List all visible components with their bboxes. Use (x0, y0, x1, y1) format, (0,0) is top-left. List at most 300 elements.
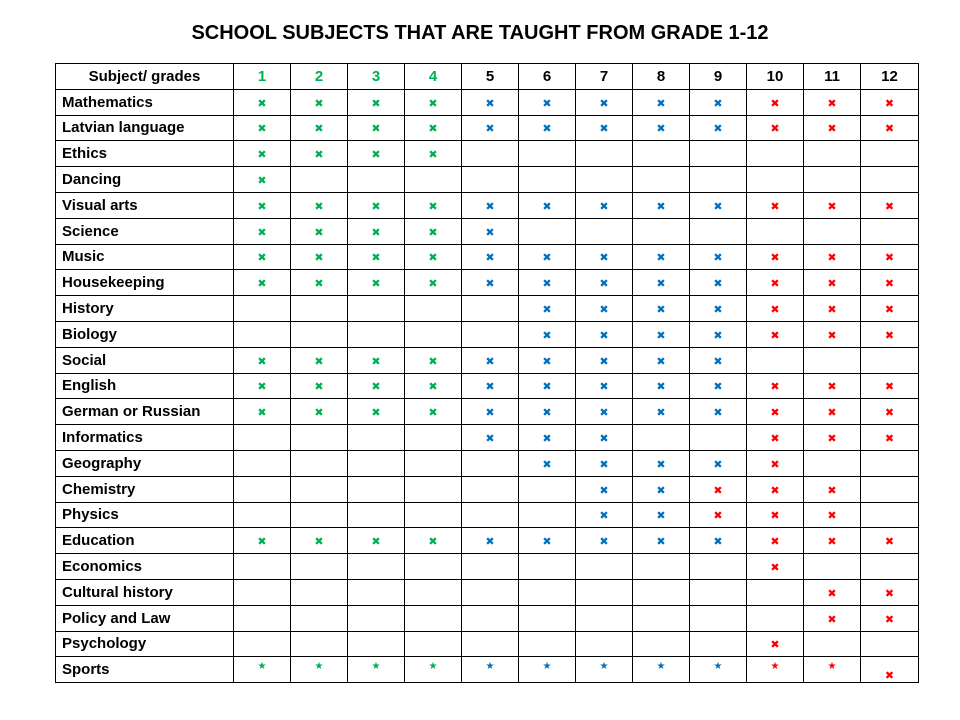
grade-cell (747, 425, 804, 451)
star-icon: ★ (713, 661, 723, 673)
cross-mark-icon: ✖ (314, 251, 324, 265)
grade-cell (861, 167, 919, 193)
grade-cell (462, 192, 519, 218)
cross-mark-icon: ✖ (884, 612, 895, 626)
cross-mark-icon: ✖ (713, 535, 723, 549)
grade-cell (291, 89, 348, 115)
cross-mark-icon: ✖ (656, 122, 666, 136)
cross-mark-icon: ✖ (827, 432, 837, 446)
cross-mark-icon: ✖ (884, 251, 895, 265)
cross-mark-icon: ✖ (656, 328, 666, 342)
grade-cell (633, 270, 690, 296)
cross-mark-icon: ✖ (884, 328, 895, 342)
grade-cell (405, 218, 462, 244)
grade-cell (747, 373, 804, 399)
grade-cell (690, 141, 747, 167)
grade-cell (405, 476, 462, 502)
grade-cell (690, 528, 747, 554)
grade-cell (633, 476, 690, 502)
grade-cell (861, 89, 919, 115)
grade-cell (690, 605, 747, 631)
grade-cell (861, 450, 919, 476)
cross-mark-icon: ✖ (884, 586, 895, 600)
grade-cell (462, 347, 519, 373)
grade-cell (576, 218, 633, 244)
grade-cell (576, 244, 633, 270)
grade-cell (804, 296, 861, 322)
grade-cell (633, 115, 690, 141)
grade-cell (462, 579, 519, 605)
grade-cell (234, 476, 291, 502)
grade-cell (405, 605, 462, 631)
grade-cell (234, 89, 291, 115)
cross-mark-icon: ✖ (770, 199, 780, 213)
grade-cell (747, 141, 804, 167)
grade-cell (690, 631, 747, 657)
star-icon: ★ (485, 661, 495, 673)
grade-cell (291, 605, 348, 631)
grade-cell (576, 605, 633, 631)
grade-cell (519, 657, 576, 683)
grade-cell (861, 631, 919, 657)
grade-cell (291, 296, 348, 322)
cross-mark-icon: ✖ (713, 199, 723, 213)
grade-cell (804, 476, 861, 502)
grade-cell (348, 502, 405, 528)
grade-cell (861, 347, 919, 373)
cross-mark-icon: ✖ (827, 303, 837, 317)
cross-mark-icon: ✖ (770, 535, 780, 549)
cross-mark-icon: ✖ (257, 148, 267, 162)
subject-name: Music (56, 244, 234, 270)
cross-mark-icon: ✖ (599, 251, 609, 265)
grade-cell (291, 115, 348, 141)
grade-cell (234, 167, 291, 193)
grade-cell (462, 244, 519, 270)
grade-cell (804, 502, 861, 528)
grade-cell (405, 89, 462, 115)
grade-cell (804, 270, 861, 296)
grade-cell (576, 450, 633, 476)
grade-cell (519, 218, 576, 244)
grade-cell (804, 425, 861, 451)
cross-mark-icon: ✖ (428, 96, 438, 110)
grade-cell (747, 502, 804, 528)
grade-cell (462, 296, 519, 322)
cross-mark-icon: ✖ (827, 586, 837, 600)
cross-mark-icon: ✖ (542, 303, 552, 317)
grade-cell (405, 450, 462, 476)
grade-cell (348, 373, 405, 399)
grade-cell (576, 528, 633, 554)
cross-mark-icon: ✖ (770, 406, 780, 420)
grade-cell (348, 450, 405, 476)
cross-mark-icon: ✖ (770, 483, 780, 497)
grade-cell (576, 657, 633, 683)
subject-name: Science (56, 218, 234, 244)
cross-mark-icon: ✖ (884, 432, 895, 446)
grade-cell (861, 115, 919, 141)
cross-mark-icon: ✖ (827, 406, 837, 420)
subject-name: Informatics (56, 425, 234, 451)
grade-cell (291, 450, 348, 476)
grade-cell (405, 347, 462, 373)
cross-mark-icon: ✖ (485, 122, 495, 136)
cross-mark-icon: ✖ (314, 225, 324, 239)
cross-mark-icon: ✖ (485, 354, 495, 368)
grade-cell (633, 192, 690, 218)
subject-name: Visual arts (56, 192, 234, 218)
cross-mark-icon: ✖ (599, 509, 609, 523)
grade-header: 11 (804, 64, 861, 90)
table-row (56, 476, 919, 502)
grade-cell (348, 89, 405, 115)
cross-mark-icon: ✖ (827, 122, 837, 136)
cross-mark-icon: ✖ (599, 380, 609, 394)
cross-mark-icon: ✖ (599, 277, 609, 291)
grade-cell (348, 270, 405, 296)
grade-cell (519, 115, 576, 141)
cross-mark-icon: ✖ (827, 483, 837, 497)
grade-cell (519, 244, 576, 270)
grade-cell (234, 270, 291, 296)
grade-cell (291, 425, 348, 451)
cross-mark-icon: ✖ (542, 199, 552, 213)
grade-cell (576, 321, 633, 347)
table-row (56, 347, 919, 373)
cross-mark-icon: ✖ (257, 277, 267, 291)
cross-mark-icon: ✖ (542, 277, 552, 291)
grade-cell (234, 631, 291, 657)
grade-cell (690, 296, 747, 322)
cross-mark-icon: ✖ (371, 535, 381, 549)
grade-cell (291, 554, 348, 580)
cross-mark-icon: ✖ (827, 328, 837, 342)
cross-mark-icon: ✖ (884, 199, 895, 213)
cross-mark-icon: ✖ (542, 251, 552, 265)
grade-cell (519, 528, 576, 554)
grade-cell (747, 218, 804, 244)
cross-mark-icon: ✖ (884, 380, 895, 394)
grade-cell (462, 476, 519, 502)
grade-cell (576, 296, 633, 322)
grade-cell (519, 192, 576, 218)
grade-cell (519, 167, 576, 193)
cross-mark-icon: ✖ (884, 406, 895, 420)
grade-cell (633, 425, 690, 451)
cross-mark-icon: ✖ (713, 457, 723, 471)
cross-mark-icon: ✖ (599, 328, 609, 342)
grade-cell (576, 347, 633, 373)
cross-mark-icon: ✖ (713, 483, 723, 497)
grade-header: 5 (462, 64, 519, 90)
grade-cell (519, 502, 576, 528)
table-row (56, 657, 919, 683)
cross-mark-icon: ✖ (314, 380, 324, 394)
grade-cell (405, 399, 462, 425)
grade-cell (861, 605, 919, 631)
grade-cell (690, 167, 747, 193)
grade-cell (747, 631, 804, 657)
subject-name: Physics (56, 502, 234, 528)
subject-name: Mathematics (56, 89, 234, 115)
subject-name: Cultural history (56, 579, 234, 605)
grade-cell (861, 476, 919, 502)
cross-mark-icon: ✖ (770, 96, 780, 110)
grade-cell (633, 450, 690, 476)
cross-mark-icon: ✖ (257, 199, 267, 213)
grade-cell (462, 218, 519, 244)
grade-cell (234, 425, 291, 451)
grade-cell (747, 115, 804, 141)
star-icon: ★ (314, 661, 324, 673)
grade-cell (576, 373, 633, 399)
grade-cell (462, 89, 519, 115)
grade-cell (234, 579, 291, 605)
grade-header: 12 (861, 64, 919, 90)
cross-mark-icon: ✖ (314, 148, 324, 162)
cross-mark-icon: ✖ (599, 457, 609, 471)
subject-name: Sports (56, 657, 234, 683)
grade-cell (804, 528, 861, 554)
grade-cell (861, 554, 919, 580)
grade-cell (633, 528, 690, 554)
grade-cell (804, 579, 861, 605)
grade-cell (405, 373, 462, 399)
grade-cell (804, 373, 861, 399)
grade-cell (690, 373, 747, 399)
grade-cell (633, 657, 690, 683)
cross-mark-icon: ✖ (827, 509, 837, 523)
grade-cell (576, 167, 633, 193)
cross-mark-icon: ✖ (884, 669, 895, 683)
grade-cell (690, 425, 747, 451)
cross-mark-icon: ✖ (656, 509, 666, 523)
grade-cell (804, 321, 861, 347)
grade-cell (291, 579, 348, 605)
subject-name: German or Russian (56, 399, 234, 425)
grade-cell (690, 502, 747, 528)
table-row (56, 631, 919, 657)
grade-cell (234, 528, 291, 554)
grade-cell (747, 296, 804, 322)
grade-cell (690, 554, 747, 580)
cross-mark-icon: ✖ (428, 225, 438, 239)
grade-header: 2 (291, 64, 348, 90)
grade-header: 10 (747, 64, 804, 90)
grade-cell (576, 579, 633, 605)
grade-cell (633, 218, 690, 244)
cross-mark-icon: ✖ (827, 612, 837, 626)
grade-cell (291, 631, 348, 657)
grade-cell (291, 192, 348, 218)
cross-mark-icon: ✖ (770, 328, 780, 342)
cross-mark-icon: ✖ (485, 199, 495, 213)
grade-cell (234, 296, 291, 322)
grade-cell (291, 476, 348, 502)
grade-cell (234, 399, 291, 425)
cross-mark-icon: ✖ (314, 96, 324, 110)
grade-cell (462, 141, 519, 167)
grade-cell (348, 347, 405, 373)
grade-cell (861, 296, 919, 322)
grade-cell (519, 373, 576, 399)
cross-mark-icon: ✖ (713, 380, 723, 394)
cross-mark-icon: ✖ (485, 406, 495, 420)
grade-cell (519, 89, 576, 115)
cross-mark-icon: ✖ (485, 96, 495, 110)
grade-cell (576, 141, 633, 167)
header-row (56, 64, 919, 90)
grade-cell (291, 373, 348, 399)
cross-mark-icon: ✖ (770, 303, 780, 317)
cross-mark-icon: ✖ (827, 535, 837, 549)
grade-cell (291, 244, 348, 270)
table-row (56, 141, 919, 167)
cross-mark-icon: ✖ (257, 251, 267, 265)
cross-mark-icon: ✖ (428, 406, 438, 420)
grade-cell (405, 296, 462, 322)
cross-mark-icon: ✖ (542, 535, 552, 549)
grade-cell (747, 192, 804, 218)
grade-cell (690, 89, 747, 115)
grade-cell (348, 296, 405, 322)
subject-name: Education (56, 528, 234, 554)
cross-mark-icon: ✖ (257, 174, 267, 188)
grade-cell (861, 399, 919, 425)
grade-cell (234, 554, 291, 580)
grade-cell (861, 528, 919, 554)
grade-cell (291, 167, 348, 193)
subject-name: Psychology (56, 631, 234, 657)
grade-header: 8 (633, 64, 690, 90)
grade-cell (690, 270, 747, 296)
grade-cell (348, 167, 405, 193)
cross-mark-icon: ✖ (314, 535, 324, 549)
star-icon: ★ (770, 661, 780, 673)
grade-cell (861, 244, 919, 270)
cross-mark-icon: ✖ (257, 96, 267, 110)
table-row (56, 192, 919, 218)
cross-mark-icon: ✖ (770, 277, 780, 291)
cross-mark-icon: ✖ (599, 354, 609, 368)
cross-mark-icon: ✖ (371, 277, 381, 291)
table-row (56, 115, 919, 141)
grade-cell (633, 631, 690, 657)
grade-cell (747, 528, 804, 554)
grade-cell (519, 270, 576, 296)
grade-cell (861, 373, 919, 399)
subject-name: Ethics (56, 141, 234, 167)
cross-mark-icon: ✖ (371, 225, 381, 239)
grade-cell (348, 141, 405, 167)
cross-mark-icon: ✖ (827, 96, 837, 110)
cross-mark-icon: ✖ (542, 380, 552, 394)
cross-mark-icon: ✖ (542, 96, 552, 110)
grade-cell (462, 270, 519, 296)
grade-cell (747, 347, 804, 373)
grade-cell (747, 476, 804, 502)
cross-mark-icon: ✖ (713, 406, 723, 420)
grade-cell (861, 579, 919, 605)
grade-cell (405, 528, 462, 554)
grade-cell (804, 167, 861, 193)
grade-cell (405, 192, 462, 218)
grade-cell (519, 399, 576, 425)
cross-mark-icon: ✖ (884, 96, 895, 110)
cross-mark-icon: ✖ (656, 303, 666, 317)
star-icon: ★ (371, 661, 381, 673)
cross-mark-icon: ✖ (428, 251, 438, 265)
table-row (56, 399, 919, 425)
subject-name: Dancing (56, 167, 234, 193)
cross-mark-icon: ✖ (542, 406, 552, 420)
grade-cell (519, 631, 576, 657)
cross-mark-icon: ✖ (485, 380, 495, 394)
cross-mark-icon: ✖ (371, 199, 381, 213)
grade-cell (291, 218, 348, 244)
cross-mark-icon: ✖ (542, 122, 552, 136)
cross-mark-icon: ✖ (371, 148, 381, 162)
grade-cell (519, 450, 576, 476)
cross-mark-icon: ✖ (599, 535, 609, 549)
cross-mark-icon: ✖ (599, 122, 609, 136)
cross-mark-icon: ✖ (257, 354, 267, 368)
cross-mark-icon: ✖ (599, 303, 609, 317)
cross-mark-icon: ✖ (428, 354, 438, 368)
cross-mark-icon: ✖ (314, 122, 324, 136)
grade-header: 3 (348, 64, 405, 90)
grade-cell (690, 321, 747, 347)
grade-cell (804, 554, 861, 580)
cross-mark-icon: ✖ (770, 380, 780, 394)
table-row (56, 321, 919, 347)
cross-mark-icon: ✖ (257, 535, 267, 549)
grade-cell (519, 579, 576, 605)
cross-mark-icon: ✖ (371, 96, 381, 110)
grade-cell (747, 554, 804, 580)
grade-cell (234, 502, 291, 528)
grade-cell (576, 476, 633, 502)
cross-mark-icon: ✖ (257, 122, 267, 136)
cross-mark-icon: ✖ (599, 406, 609, 420)
grade-cell (576, 425, 633, 451)
grade-cell (462, 167, 519, 193)
grade-cell (462, 631, 519, 657)
cross-mark-icon: ✖ (371, 251, 381, 265)
grade-cell (348, 605, 405, 631)
grade-cell (804, 141, 861, 167)
grade-cell (405, 425, 462, 451)
cross-mark-icon: ✖ (485, 535, 495, 549)
cross-mark-icon: ✖ (314, 406, 324, 420)
grade-cell (804, 631, 861, 657)
cross-mark-icon: ✖ (827, 380, 837, 394)
table-row (56, 373, 919, 399)
grade-cell (747, 579, 804, 605)
grade-cell (234, 115, 291, 141)
grade-cell (348, 218, 405, 244)
cross-mark-icon: ✖ (770, 122, 780, 136)
grade-cell (861, 321, 919, 347)
cross-mark-icon: ✖ (542, 328, 552, 342)
grade-cell (804, 244, 861, 270)
star-icon: ★ (656, 661, 666, 673)
grade-cell (348, 657, 405, 683)
table-row (56, 89, 919, 115)
grade-header: 6 (519, 64, 576, 90)
grade-cell (804, 450, 861, 476)
